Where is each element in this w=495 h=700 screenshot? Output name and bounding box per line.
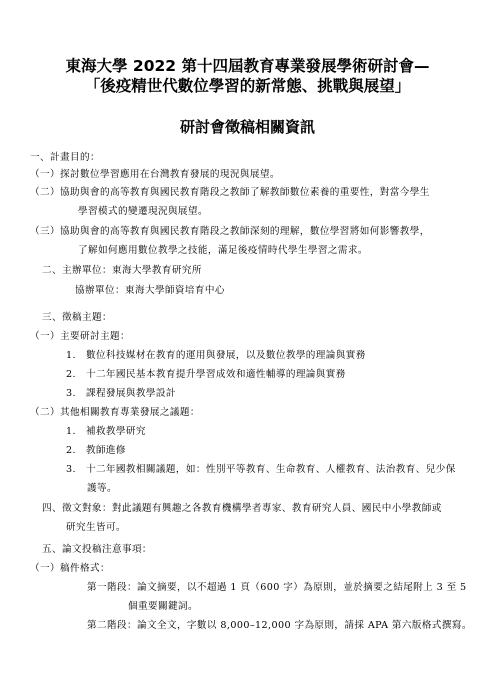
theme-main-item-3: 3. 課程發展與教學設計 <box>66 388 176 399</box>
document-title-line-2: 「後疫精世代數位學習的新常態、挑戰與展望」 <box>84 77 411 95</box>
theme-other-item-2: 2. 教師進修 <box>66 445 126 456</box>
section-participants: 四、徵文對象：對此議題有興趣之各教育機構學者專家、教育研究人員、國民中小學教師或 <box>42 503 442 514</box>
theme-other-item-1: 1. 補救教學研究 <box>66 426 146 437</box>
purpose-item-2-continued: 學習模式的變遷現況與展望。 <box>78 206 208 217</box>
theme-other-item-3: 3. 十二年國教相關議題，如：性別平等教育、生命教育、人權教育、法治教育、兒少保 <box>66 464 456 475</box>
document-subtitle: 研討會徵稿相關資訊 <box>179 118 315 136</box>
document-title-line-1: 東海大學 2022 第十四屆教育專業發展學術研討會— <box>65 57 430 75</box>
purpose-item-1: （一）探討數位學習應用在台灣教育發展的現況與展望。 <box>30 169 280 180</box>
theme-main-item-2: 2. 十二年國民基本教育提升學習成效和適性輔導的理論與實務 <box>66 369 346 380</box>
section-organizer: 二、主辦單位：東海大學教育研究所 <box>42 265 202 276</box>
themes-other-heading: （二）其他相關教育專業發展之議題： <box>30 407 200 418</box>
section-heading-submission: 五、論文投稿注意事項： <box>42 544 152 555</box>
section-heading-themes: 三、徵稿主題： <box>42 312 112 323</box>
submission-format-heading: （一）稿件格式： <box>30 563 110 574</box>
purpose-item-3-continued: 了解如何應用數位教學之技能，滿足後疫情時代學生學習之需求。 <box>78 245 368 256</box>
submission-stage-1-continued: 個重要關鍵詞。 <box>128 601 198 612</box>
purpose-item-2: （二）協助與會的高等教育與國民教育階段之教師了解教師數位素養的重要性，對當今學生 <box>30 187 430 198</box>
theme-main-item-1: 1. 數位科技媒材在教育的運用與發展，以及數位教學的理論與實務 <box>66 350 366 361</box>
section-heading-purpose: 一、計畫目的： <box>30 152 100 163</box>
submission-stage-1: 第一階段：論文摘要，以不超過 1 頁（600 字）為原則，並於摘要之結尾附上 3 至 5 <box>87 582 467 593</box>
themes-main-heading: （一）主要研討主題： <box>30 331 130 342</box>
section-participants-continued: 研究生皆可。 <box>66 522 126 533</box>
purpose-item-3: （三）協助與會的高等教育與國民教育階段之教師深刻的理解，數位學習將如何影響教學， <box>30 226 430 237</box>
co-organizer: 協辦單位：東海大學師資培育中心 <box>75 285 225 296</box>
submission-stage-2: 第二階段：論文全文，字數以 8,000–12,000 字為原則，請採 APA 第六版格式撰寫。 <box>87 620 472 631</box>
theme-other-item-3-continued: 護等。 <box>87 483 117 494</box>
